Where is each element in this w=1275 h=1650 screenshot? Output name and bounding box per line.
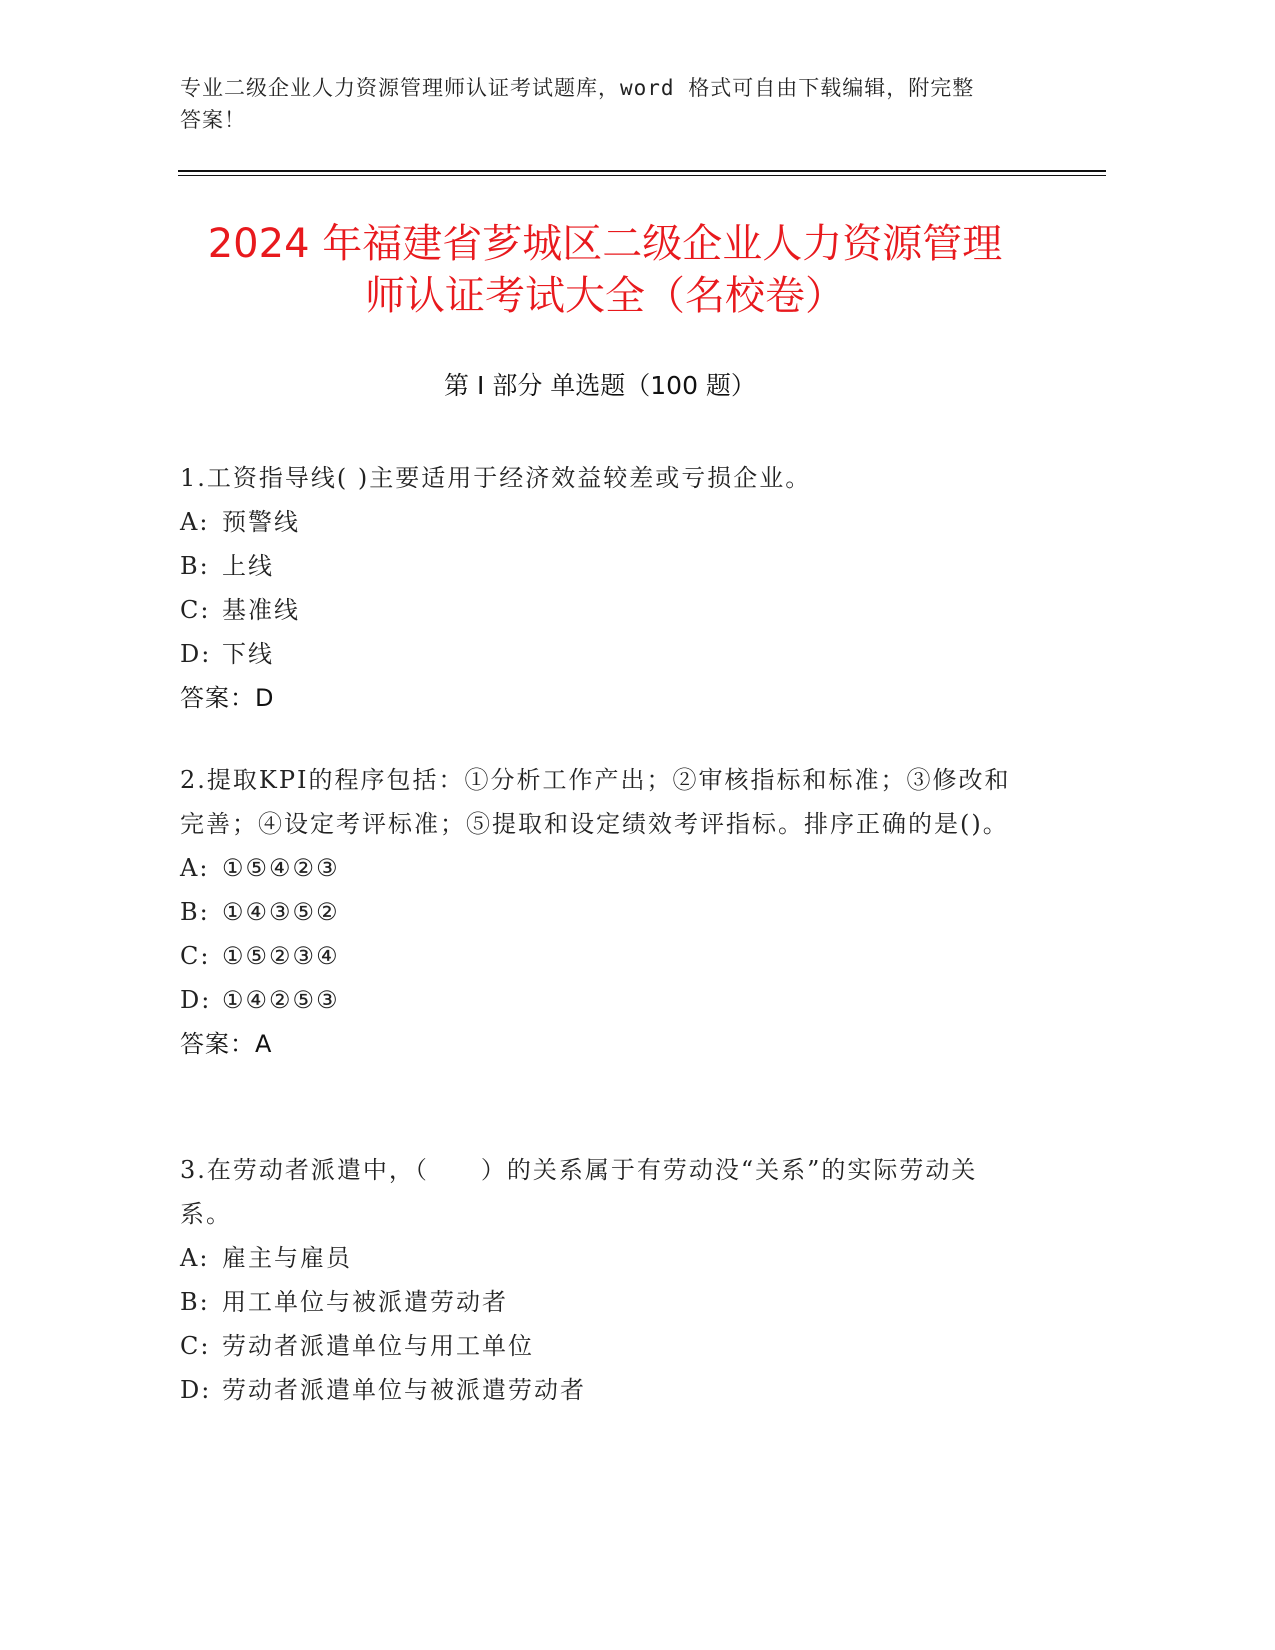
option-b xyxy=(180,890,1020,934)
option-letter: B: xyxy=(180,552,210,580)
option-letter: D: xyxy=(180,1376,212,1404)
option-a xyxy=(180,846,1020,890)
option-text: 劳动者派遣单位与用工单位 xyxy=(222,1332,534,1360)
question-1 xyxy=(180,456,1020,720)
option-d xyxy=(180,632,1020,676)
header-note-line-2: 答案！ xyxy=(180,108,246,132)
option-text: 上线 xyxy=(222,552,274,580)
option-d xyxy=(180,978,1020,1022)
option-letter: C: xyxy=(180,1332,211,1360)
option-d xyxy=(180,1368,1020,1412)
option-letter: C: xyxy=(180,942,211,970)
option-a xyxy=(180,1236,1020,1280)
option-text: 下线 xyxy=(222,640,274,668)
option-text: ①④②⑤③ xyxy=(222,986,340,1014)
option-text: ①④③⑤② xyxy=(222,898,340,926)
option-text: 基准线 xyxy=(222,596,300,624)
option-text: 预警线 xyxy=(222,508,300,536)
header-note xyxy=(180,72,1050,136)
option-letter: D: xyxy=(180,640,212,668)
option-letter: D: xyxy=(180,986,212,1014)
option-b xyxy=(180,544,1020,588)
option-c xyxy=(180,588,1020,632)
document-title-line-1: 2024 年福建省芗城区二级企业人力资源管理 xyxy=(207,221,1003,267)
option-letter: C: xyxy=(180,596,211,624)
option-letter: B: xyxy=(180,1288,210,1316)
option-c xyxy=(180,934,1020,978)
question-3 xyxy=(180,1148,1020,1412)
option-letter: A: xyxy=(180,1244,210,1272)
header-note-line-1: 专业二级企业人力资源管理师认证考试题库，word 格式可自由下载编辑，附完整 xyxy=(180,76,975,100)
option-letter: A: xyxy=(180,508,210,536)
option-text: ①⑤④②③ xyxy=(222,854,340,882)
option-text: 用工单位与被派遣劳动者 xyxy=(222,1288,508,1316)
question-stem: 2.提取KPI的程序包括：①分析工作产出；②审核指标和标准；③修改和完善；④设定考评标准；⑤提取和设定绩效考评指标。排序正确的是()。 xyxy=(180,766,1011,838)
question-stem: 3.在劳动者派遣中，（ ）的关系属于有劳动没“关系”的实际劳动关系。 xyxy=(180,1156,978,1228)
option-text: ①⑤②③④ xyxy=(222,942,340,970)
section-title: 第 I 部分 单选题（100 题） xyxy=(444,371,756,400)
option-c xyxy=(180,1324,1020,1368)
option-letter: B: xyxy=(180,898,210,926)
header-divider-thin xyxy=(178,175,1106,176)
header-divider-thick xyxy=(178,170,1106,172)
answer: 答案：A xyxy=(180,1030,273,1058)
document-title xyxy=(150,218,1060,322)
document-title-line-2: 师认证考试大全（名校卷） xyxy=(365,273,845,319)
option-b xyxy=(180,1280,1020,1324)
question-2 xyxy=(180,758,1020,1066)
option-a xyxy=(180,500,1020,544)
option-text: 劳动者派遣单位与被派遣劳动者 xyxy=(222,1376,586,1404)
option-letter: A: xyxy=(180,854,210,882)
question-stem: 1.工资指导线( )主要适用于经济效益较差或亏损企业。 xyxy=(180,464,812,492)
option-text: 雇主与雇员 xyxy=(222,1244,352,1272)
answer: 答案：D xyxy=(180,684,275,712)
